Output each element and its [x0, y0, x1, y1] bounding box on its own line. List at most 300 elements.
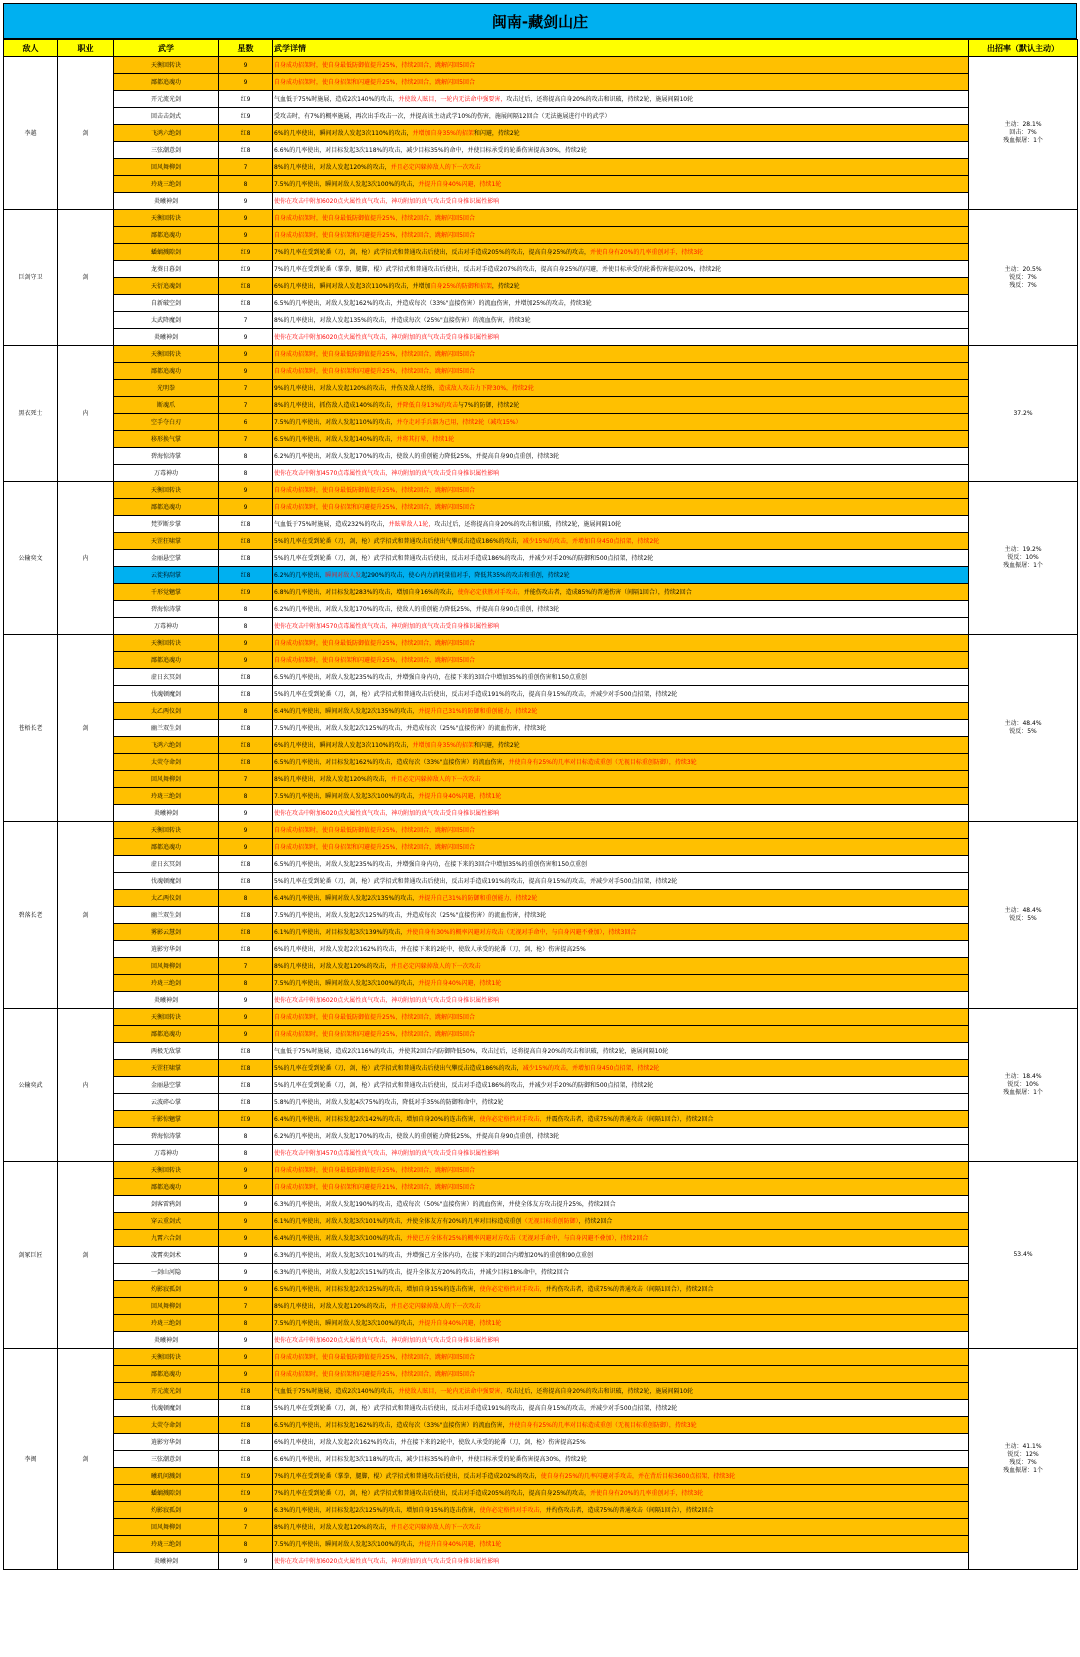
skill-detail [273, 1060, 969, 1077]
skill-detail [273, 754, 969, 771]
skill-name: 回击击剑式 [114, 108, 219, 125]
table-row [4, 737, 1078, 754]
skill-name: 万毒神功 [114, 1145, 219, 1162]
skill-detail [273, 1553, 969, 1570]
skill-detail-segment: 和闪避，持续2轮 [473, 741, 520, 749]
skill-detail-segment: 7.5%的几率使出，瞬间对敌人发起3次100%的攻击， [274, 1540, 419, 1548]
skill-stars: 红8 [219, 1434, 273, 1451]
skill-detail [273, 1111, 969, 1128]
skill-detail-segment: 9%的几率使出，对敌人发起120%的攻击，并伤及敌人经络， [274, 384, 439, 392]
skill-detail-segment: 7.5%的几率使出，瞬间对敌人发起3次100%的攻击， [274, 1319, 419, 1327]
skill-name: 天罡狂啸掌 [114, 533, 219, 550]
table-row [4, 1434, 1078, 1451]
skill-detail-segment: 8%的几率使出，对敌人发起120%的攻击， [274, 1523, 391, 1531]
skill-stars: 7 [219, 380, 273, 397]
table-row [4, 193, 1078, 210]
skill-stars: 7 [219, 771, 273, 788]
skill-stars: 7 [219, 159, 273, 176]
enemy-job: 剑 [58, 210, 114, 346]
skill-detail [273, 176, 969, 193]
enemy-name: 李越 [4, 57, 58, 210]
skill-detail-segment: 自身成功招架时，使自身招架和闪避提升25%，持续2回合，跳解闪回5回合 [274, 656, 475, 664]
skill-name: 金丽悬空掌 [114, 1077, 219, 1094]
skill-detail-segment: 8%的几率使出，对敌人发起135%的攻击，并造成每次（25%"直接伤害）的流血伤害，持续3轮 [274, 316, 531, 324]
skill-name: 万毒神功 [114, 618, 219, 635]
skill-detail [273, 686, 969, 703]
skill-detail-segment: 与7%的防御，持续2轮 [458, 401, 520, 409]
skill-detail [273, 771, 969, 788]
skill-name: 金丽悬空掌 [114, 550, 219, 567]
skill-detail-segment: 自身成功招架时，使自身最低防御值提升25%，持续2回合，跳解闪回5回合 [274, 1013, 475, 1021]
skill-stars: 红8 [219, 142, 273, 159]
skill-stars: 8 [219, 703, 273, 720]
skill-name: 太乙两仪剑 [114, 890, 219, 907]
skill-stars: 红8 [219, 1077, 273, 1094]
skill-detail [273, 1349, 969, 1366]
table-row [4, 1281, 1078, 1298]
skill-name: 凌霄奕剑术 [114, 1247, 219, 1264]
skill-detail-segment: 气血低于75%时施展，造成232%的攻击， [274, 520, 389, 528]
skill-stars: 9 [219, 1366, 273, 1383]
skill-detail [273, 924, 969, 941]
table-row [4, 499, 1078, 516]
skill-name: 雾影云慧剑 [114, 924, 219, 941]
table-row [4, 482, 1078, 499]
skill-name: 移形换气掌 [114, 431, 219, 448]
skill-detail-segment: 5%的几率在受到轮番（刀，剑，枪）武学招式和普通攻击后使出，反击对手造成186%的攻击，并减少对手20%的防御和500点招架，持续2轮 [274, 554, 654, 562]
table-row [4, 312, 1078, 329]
skill-stars: 9 [219, 1179, 273, 1196]
enemy-name: 剑冢巨匠 [4, 1162, 58, 1349]
skill-detail [273, 907, 969, 924]
skill-detail-segment: 7.5%的几率使出，对敌人发起2次125%的攻击，并造成每次（25%"直接伤害）的流血伤害，持续3轮 [274, 724, 547, 732]
skill-stars: 9 [219, 1264, 273, 1281]
skill-name: 鄙都追魂功 [114, 839, 219, 856]
skill-name: 一剑山河隐 [114, 1264, 219, 1281]
skill-name: 蟠螭溅隙剑 [114, 244, 219, 261]
enemy-name: 巨剑守卫 [4, 210, 58, 346]
skill-detail-segment: 自身25%的防御和招架 [430, 282, 492, 290]
skill-detail-segment: 6.2%的几率使出，对敌人发起170%的攻击，使敌人的重创能力降低25%，并提高自身90点重创，持续3轮 [274, 1132, 560, 1140]
skill-detail-segment: 气血低于75%时施展，造成2次140%的攻击， [274, 95, 399, 103]
skill-detail-segment: 6.2%的几率使出，对敌人发起170%的攻击，使敌人的重创能力降低25%，并提高自身90点重创，持续3轮 [274, 605, 560, 613]
skill-detail-segment: 和闪避，持续2轮 [473, 129, 520, 137]
table-row [4, 669, 1078, 686]
skill-detail-segment: 自身成功招架时，使自身最低防御值提升25%，持续2回合，跳解闪回5回合 [274, 639, 475, 647]
skill-stars: 红8 [219, 533, 273, 550]
skill-detail [273, 74, 969, 91]
skill-stars: 8 [219, 788, 273, 805]
header-job: 职业 [58, 40, 114, 57]
skill-stars: 红8 [219, 669, 273, 686]
table-row [4, 329, 1078, 346]
skill-detail-segment: 并且必定闪躲掉敌人的下一次攻击 [390, 1302, 481, 1310]
skill-detail-segment: 并将其打晕，持续1轮 [396, 435, 455, 443]
skill-name: 回风舞柳剑 [114, 159, 219, 176]
skill-detail-segment: 并使自身有25%的几率对目标造成重创（无视目标重创防御），持续3轮 [508, 1421, 697, 1429]
table-row [4, 754, 1078, 771]
skill-stars: 红8 [219, 1383, 273, 1400]
skill-name: 开元流光剑 [114, 1383, 219, 1400]
skill-detail-segment: 并灼伤攻击者，造成75%的普通攻击（间隔1回合），持续2回合 [545, 1506, 714, 1514]
skill-detail-segment: 自身成功招架时，使自身招架和闪避提升25%，持续2回合，跳解闪回5回合 [274, 1030, 475, 1038]
skill-name: 回风舞柳剑 [114, 958, 219, 975]
table-row [4, 516, 1078, 533]
header-skill: 武学 [114, 40, 219, 57]
skill-name: 天衡回转诀 [114, 635, 219, 652]
skill-stars: 7 [219, 312, 273, 329]
table-row [4, 958, 1078, 975]
skill-stars: 9 [219, 1553, 273, 1570]
skill-stars: 9 [219, 1332, 273, 1349]
enemy-job: 内 [58, 1009, 114, 1162]
skill-stars: 红8 [219, 567, 273, 584]
enemy-name: 黑衣死士 [4, 346, 58, 482]
skill-name: 玲珑三绝剑 [114, 176, 219, 193]
skill-detail [273, 295, 969, 312]
skill-stars: 红8 [219, 873, 273, 890]
skill-detail [273, 618, 969, 635]
skill-stars: 9 [219, 1349, 273, 1366]
skill-detail-segment: 6.6%的几率使出，对目标发起3次118%的攻击，减少目标35%的命中，并使目标承受的轮番伤害提高30%，持续2轮 [274, 146, 587, 154]
skill-detail-segment: 6.3%的几率使出，对敌人发起3次101%的攻击，并增强己方全体内功，在接下来的2回合内增加20%的重创和90点重创 [274, 1251, 594, 1259]
table-row [4, 890, 1078, 907]
skill-detail-segment: 7%的几率在受到轮番（刀，剑，枪）武学招式和普通攻击后使出，反击对手造成205%的攻击，提高自身25%的攻击， [274, 1489, 591, 1497]
skill-name: 伐魂顿魔剑 [114, 1400, 219, 1417]
skill-name: 虚日玄冥剑 [114, 856, 219, 873]
skill-detail-segment: 6.5%的几率使出，对目标发起162%的攻击，造成每次（33%"直接伤害）的流血伤害， [274, 1421, 509, 1429]
skill-detail-segment: 6%的几率使出，对敌人发起2次162%的攻击，并在接下来的2轮中，使敌人承受的轮番（刀，剑，枪）伤害提高25% [274, 945, 586, 953]
skill-detail-segment: 并使敌人眩目，一轮内无法命中强要害， [398, 95, 507, 103]
skill-detail-segment: 自身成功招架时，使自身招架和闪避提升25%，持续2回合，跳解闪回5回合 [274, 503, 475, 511]
skill-name: 梵罗断步掌 [114, 516, 219, 533]
table-row [4, 1213, 1078, 1230]
skill-detail-segment: 8%的几率使出，对敌人发起120%的攻击， [274, 962, 391, 970]
enemy-job: 剑 [58, 1162, 114, 1349]
skill-detail-segment: 并使自身有20%的几率重创对手，持续3轮 [590, 1489, 704, 1497]
skill-detail [273, 108, 969, 125]
skill-stars: 9 [219, 346, 273, 363]
skill-name: 鄙都追魂功 [114, 652, 219, 669]
skill-detail [273, 448, 969, 465]
skill-detail [273, 1298, 969, 1315]
skill-detail [273, 1162, 969, 1179]
skill-stars: 红8 [219, 550, 273, 567]
skill-detail-segment: （无视目标重创防御） [521, 1217, 579, 1225]
skill-detail [273, 210, 969, 227]
skill-detail [273, 1366, 969, 1383]
skill-stars: 9 [219, 805, 273, 822]
table-row [4, 1366, 1078, 1383]
enemy-attack-rate: 主动：18.4% 锐反：10% 残血振屠：1个 [969, 1009, 1078, 1162]
table-row [4, 142, 1078, 159]
table-row [4, 941, 1078, 958]
enemy-job: 内 [58, 482, 114, 635]
skill-stars: 红8 [219, 1094, 273, 1111]
skill-detail-segment: 8%的几率使出，抓伤敌人造成140%的攻击， [274, 401, 397, 409]
skill-detail-segment: 使你在攻击中附加4570点毒属性真气攻击，神功附加的真气攻击受自身推识属性影响 [274, 1149, 500, 1157]
skill-name: 太乙两仪剑 [114, 703, 219, 720]
table-row [4, 771, 1078, 788]
table-row [4, 1026, 1078, 1043]
table-row [4, 1009, 1078, 1026]
sheet-title: 闽南-藏剑山庄 [3, 3, 1077, 39]
skill-detail [273, 1128, 969, 1145]
skill-name: 碧海惊涛掌 [114, 1128, 219, 1145]
skill-stars: 红8 [219, 1060, 273, 1077]
skill-stars: 7 [219, 1519, 273, 1536]
skill-name: 三弦潮意剑 [114, 142, 219, 159]
skill-detail [273, 244, 969, 261]
table-row [4, 1536, 1078, 1553]
skill-name: 炎曦神剑 [114, 992, 219, 1009]
skill-stars: 红9 [219, 1111, 273, 1128]
table-row [4, 1383, 1078, 1400]
skill-detail-segment: 6.5%的几率使出，对敌人发起162%的攻击，并造成每次（33%"直接伤害）的流血伤害，并增加25%的攻击，持续3轮 [274, 299, 592, 307]
enemy-name: 公输奕武 [4, 1009, 58, 1162]
table-row [4, 108, 1078, 125]
skill-detail-segment: 使你必定获胜对手攻击， [457, 588, 524, 596]
skill-stars: 红8 [219, 278, 273, 295]
skill-detail-segment: 自身成功招架时，使自身招架和闪避提升21%，持续2回合，跳解闪回5回合 [274, 1183, 475, 1191]
table-row [4, 635, 1078, 652]
table-row [4, 652, 1078, 669]
skill-stars: 9 [219, 57, 273, 74]
table-row [4, 295, 1078, 312]
table-row [4, 176, 1078, 193]
table-row [4, 567, 1078, 584]
skill-stars: 9 [219, 1196, 273, 1213]
skill-stars: 红8 [219, 720, 273, 737]
skill-detail [273, 550, 969, 567]
skill-detail-segment: 并且必定闪躲掉敌人的下一次攻击 [390, 962, 481, 970]
skill-stars: 红9 [219, 584, 273, 601]
skill-name: 灼影寂孤剑 [114, 1502, 219, 1519]
skill-name: 太武降魔剑 [114, 312, 219, 329]
skill-name: 天衡回转诀 [114, 57, 219, 74]
skill-stars: 9 [219, 635, 273, 652]
enemy-attack-rate: 主动：28.1% 回击：7% 残血振屠：1个 [969, 57, 1078, 210]
skill-stars: 9 [219, 1026, 273, 1043]
table-row [4, 907, 1078, 924]
skill-detail-segment: 并提升自身40%闪避，持续1轮 [418, 180, 502, 188]
skill-detail [273, 1315, 969, 1332]
skill-detail-segment: 并且必定闪躲掉敌人的下一次攻击 [390, 163, 481, 171]
skill-detail [273, 1519, 969, 1536]
skill-detail [273, 261, 969, 278]
skill-name: 伐魂顿魔剑 [114, 873, 219, 890]
table-row [4, 1230, 1078, 1247]
skill-name: 飞鸿六绝剑 [114, 737, 219, 754]
enemy-attack-rate: 53.4% [969, 1162, 1078, 1349]
skill-detail-segment: 6%的几率使出，对敌人发起2次162%的攻击，并在接下来的2轮中，使敌人承受的轮番（刀，剑，枪）伤害提高25% [274, 1438, 586, 1446]
skill-detail [273, 1009, 969, 1026]
table-row [4, 822, 1078, 839]
skill-detail [273, 1094, 969, 1111]
skill-detail-segment: 并使已方全体有25%的概率闪避对方攻击（无视对手命中，与自身闪避不叠加），持续2回合 [406, 1234, 649, 1242]
skill-stars: 9 [219, 74, 273, 91]
skill-detail [273, 1434, 969, 1451]
skill-stars: 7 [219, 958, 273, 975]
skill-detail [273, 159, 969, 176]
skill-detail-segment: 6.5%的几率使出，对敌人发起235%的攻击，并增强自身内功，在接下来的3回合中增加35%的重创伤害和150点重创 [274, 673, 588, 681]
skill-detail-segment: 使你在攻击中附加6020点火属性真气攻击，神功附加的真气攻击受自身推识属性影响 [274, 1557, 500, 1565]
skill-detail-segment: 使你在攻击中附加6020点火属性真气攻击，神功附加的真气攻击受自身推识属性影响 [274, 809, 500, 817]
skill-detail-segment: 6%的几率使出，瞬间对敌人发起3次110%的攻击，并增加 [274, 282, 431, 290]
skill-detail [273, 227, 969, 244]
skill-detail-segment: 使你必定格挡对手攻击， [479, 1285, 546, 1293]
skill-detail-segment: 使你在攻击中附加6020点火属性真气攻击，神功附加的真气攻击受自身推识属性影响 [274, 996, 500, 1004]
skill-detail [273, 193, 969, 210]
skill-detail-segment: 攻击过后，还将提高自身20%的攻击和识破，持续2轮，施展间隔10轮 [506, 1387, 694, 1395]
table-row [4, 1145, 1078, 1162]
skill-detail [273, 958, 969, 975]
skill-name: 炎曦神剑 [114, 193, 219, 210]
skill-detail-segment: 攻击过后，还将提高自身20%的攻击和识破，持续2轮，施展间隔10轮 [506, 95, 694, 103]
header-detail: 武学详情 [273, 40, 969, 57]
skill-detail-segment: 减少15%的攻击，并增加自身450点招架，持续2轮 [522, 537, 660, 545]
skill-detail [273, 890, 969, 907]
skill-detail-segment: 并且必定闪躲掉敌人的下一次攻击 [390, 775, 481, 783]
table-row [4, 414, 1078, 431]
skill-name: 回风舞柳剑 [114, 1519, 219, 1536]
skill-detail [273, 516, 969, 533]
skill-name: 玲珑三绝剑 [114, 1536, 219, 1553]
skill-name: 三弦潮意剑 [114, 1451, 219, 1468]
table-body [4, 57, 1078, 1570]
skill-name: 玲珑三绝剑 [114, 975, 219, 992]
skill-name: 炎曦神剑 [114, 805, 219, 822]
skill-stars: 红8 [219, 1043, 273, 1060]
skill-name: 回风舞柳剑 [114, 1298, 219, 1315]
skill-stars: 红9 [219, 244, 273, 261]
skill-name: 灼影寂孤剑 [114, 1281, 219, 1298]
skill-detail-segment: 6.2%的几率使出， [274, 571, 326, 579]
skill-name: 幽兰双生剑 [114, 720, 219, 737]
enemy-name: 碧落长老 [4, 822, 58, 1009]
skill-stars: 7 [219, 431, 273, 448]
skill-stars: 7 [219, 1298, 273, 1315]
skill-detail-segment: 使自身有25%的几率闪避对手攻击，并在背后目标3600点招架，持续3轮 [540, 1472, 736, 1480]
enemy-job: 剑 [58, 1349, 114, 1570]
skill-detail [273, 312, 969, 329]
skill-detail-segment: 造成敌人攻击力下降30%，持续2轮 [438, 384, 534, 392]
skill-stars: 8 [219, 1536, 273, 1553]
skill-stars: 9 [219, 822, 273, 839]
table-row [4, 125, 1078, 142]
skill-detail-segment: 使你必定格挡对手攻击， [479, 1115, 546, 1123]
skill-detail-segment: 并提升自身40%闪避，持续1轮 [418, 979, 502, 987]
table-row [4, 924, 1078, 941]
enemy-attack-rate: 主动：48.4% 锐反：5% [969, 822, 1078, 1009]
table-row [4, 57, 1078, 74]
skill-name: 天衡回转诀 [114, 210, 219, 227]
skill-name: 回风舞柳剑 [114, 771, 219, 788]
skill-detail-segment: 并夺走对手兵器为己用，持续2轮（减攻15%） [396, 418, 522, 426]
skill-detail-segment: 6%的几率使出，瞬间对敌人发起3次110%的攻击， [274, 741, 413, 749]
skill-name: 开元流光剑 [114, 91, 219, 108]
skill-detail [273, 1536, 969, 1553]
skill-detail [273, 363, 969, 380]
skill-detail-segment: 6.3%的几率使出，对敌人发起2次151%的攻击，提升全体友方20%的攻击，并减少目标18%命中，持续2回合 [274, 1268, 569, 1276]
table-row [4, 873, 1078, 890]
skill-detail [273, 788, 969, 805]
skill-name: 天衡回转诀 [114, 1349, 219, 1366]
table-row [4, 1247, 1078, 1264]
skill-stars: 9 [219, 1502, 273, 1519]
skill-stars: 9 [219, 839, 273, 856]
skill-stars: 红9 [219, 108, 273, 125]
skill-name: 虚日玄冥剑 [114, 669, 219, 686]
skill-stars: 红8 [219, 856, 273, 873]
table-row [4, 1315, 1078, 1332]
skill-detail-segment: 并使自身有30%的概率闪避对方攻击（无视对手命中，与自身闪避不叠加），持续3回合 [406, 928, 637, 936]
skill-name: 千影惊魑掌 [114, 1111, 219, 1128]
skill-detail-segment: 并提升自身40%闪避，持续1轮 [418, 1540, 502, 1548]
skill-detail-segment: 自身成功招架时，使自身招架和闪避提升25%，持续2回合，跳解闪回5回合 [274, 1370, 475, 1378]
skill-stars: 9 [219, 1213, 273, 1230]
skill-name: 云徙狗刮掌 [114, 567, 219, 584]
skill-detail-segment: 6.2%的几率使出，对敌人发起170%的攻击，使敌人的重创能力降低25%，并提高自身90点重创，持续3轮 [274, 452, 560, 460]
skill-detail-segment: 6.6%的几率使出，对目标发起3次118%的攻击，减少目标35%的命中，并使目标承受的轮番伤害提高30%，持续2轮 [274, 1455, 587, 1463]
table-row [4, 1519, 1078, 1536]
table-row [4, 74, 1078, 91]
skill-name: 炎曦神剑 [114, 1332, 219, 1349]
skill-name: 幽兰双生剑 [114, 907, 219, 924]
header-rate: 出招率（默认主动） [969, 40, 1078, 57]
skill-detail-segment: 6.5%的几率使出，对敌人发起235%的攻击，并增强自身内功，在接下来的3回合中增加35%的重创伤害和150点重创 [274, 860, 588, 868]
skill-detail [273, 380, 969, 397]
skill-detail-segment: 6.3%的几率使出，对敌人发起190%的攻击，造成每次（50%"直接伤害）的流血伤害，并使全体友方攻击提升25%，持续2回合 [274, 1200, 616, 1208]
skill-stars: 6 [219, 414, 273, 431]
skill-detail [273, 839, 969, 856]
skill-detail [273, 465, 969, 482]
enemy-name: 李闽 [4, 1349, 58, 1570]
table-row [4, 227, 1078, 244]
table-row [4, 159, 1078, 176]
skill-stars: 红9 [219, 1468, 273, 1485]
skill-name: 天衡回转诀 [114, 1009, 219, 1026]
skill-detail-segment: 攻击过后，还将提高自身20%的攻击和识破，持续2轮，施展间隔10轮 [434, 520, 622, 528]
skill-detail [273, 635, 969, 652]
table-row [4, 1400, 1078, 1417]
table-row [4, 431, 1078, 448]
skill-stars: 红8 [219, 1400, 273, 1417]
skill-detail-segment: 6.4%的几率使出，对目标发起2次142%的攻击，增加自身20%的连击伤害， [274, 1115, 480, 1123]
skill-stars: 8 [219, 1128, 273, 1145]
skill-detail [273, 873, 969, 890]
skill-detail-segment: 5%的几率在受到轮番（刀，剑，枪）武学招式和普通攻击后使出，反击对手造成191%的攻击，提高自身15%的攻击，并减少对手500点招架，持续2轮 [274, 877, 678, 885]
skill-detail [273, 1400, 969, 1417]
skill-detail-segment: 6.1%的几率使出，对目标发起3次139%的攻击， [274, 928, 407, 936]
skill-detail-segment: 8%的几率使出，对敌人发起120%的攻击， [274, 163, 391, 171]
header-stars: 星数 [219, 40, 273, 57]
skill-detail [273, 397, 969, 414]
skill-detail-segment: 并使敌人眩目，一轮内无法命中强要害， [398, 1387, 507, 1395]
skill-detail [273, 567, 969, 584]
skill-detail-segment: 自身成功招架时，使自身招架和闪避提升25%，持续2回合，跳解闪回5回合 [274, 367, 475, 375]
skill-stars: 8 [219, 1145, 273, 1162]
skill-stars: 9 [219, 1230, 273, 1247]
skill-detail-segment: 并震伤攻击者，造成75%的普通攻击（间隔1回合），持续2回合 [545, 1115, 714, 1123]
skill-detail [273, 652, 969, 669]
skill-detail-segment: 自身成功招架时，使自身最低防御值提升25%，持续2回合，跳解闪回5回合 [274, 61, 475, 69]
skill-detail-segment: 并增加自身35%的招架 [412, 129, 474, 137]
table-row [4, 533, 1078, 550]
skill-stars: 8 [219, 1315, 273, 1332]
table-row [4, 1077, 1078, 1094]
skill-detail [273, 601, 969, 618]
